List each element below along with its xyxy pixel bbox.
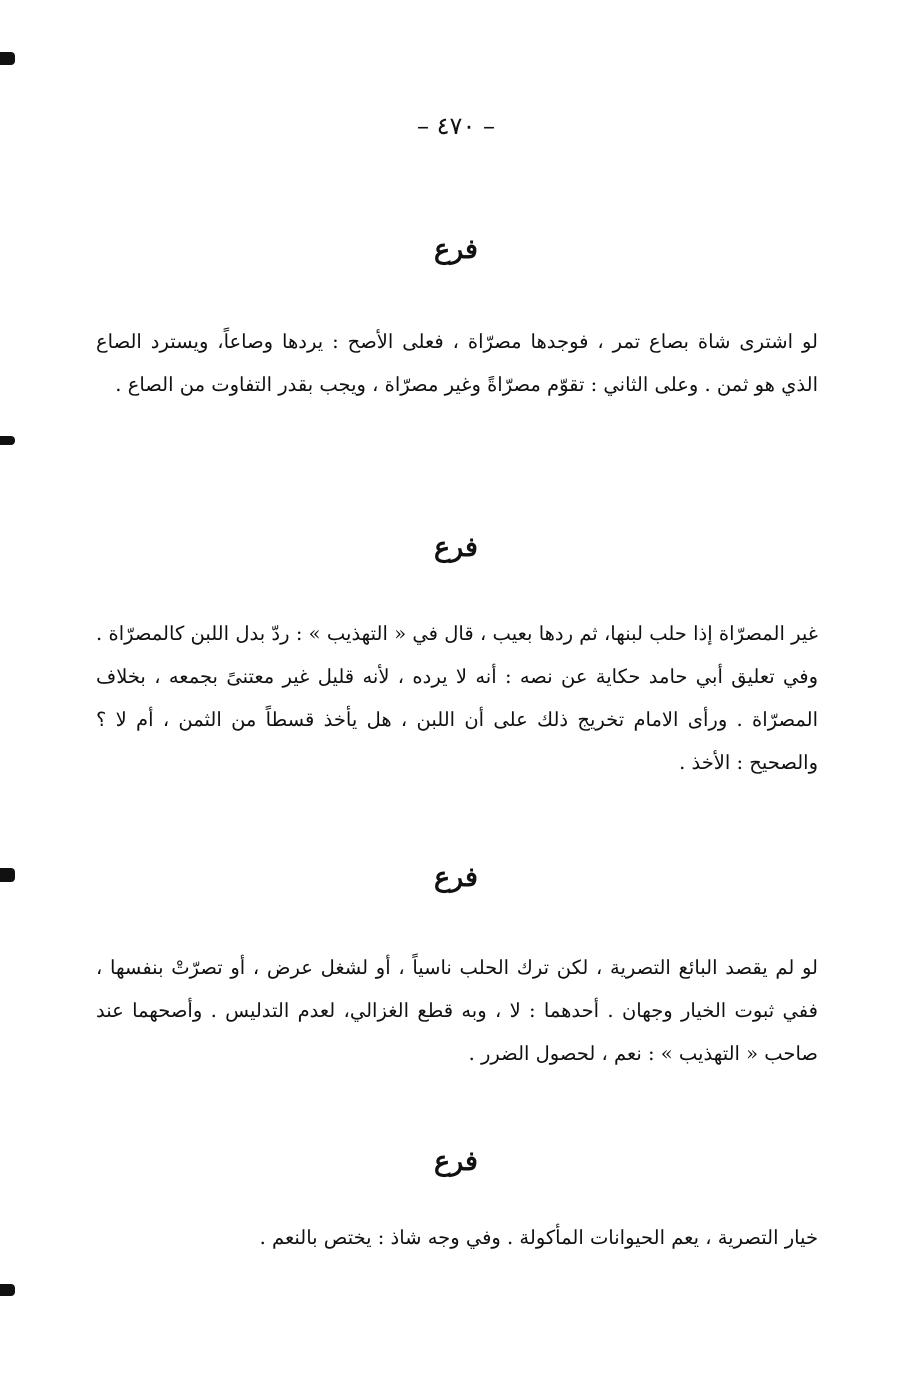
section-paragraph: لو اشترى شاة بصاع تمر ، فوجدها مصرّاة ، فعلى الأصح : يردها وصاعاً، ويسترد الصاع الذي هو ثمن . وعلى الثاني : تقوّم مصرّاةً وغير مصرّاة ، ويجب بقدر التفاوت من الصاع . <box>96 330 818 396</box>
left-edge-mark <box>0 1284 15 1296</box>
page-number: – ٤٧٠ – <box>417 112 495 140</box>
left-edge-mark <box>0 436 15 445</box>
section-paragraph: غير المصرّاة إذا حلب لبنها، ثم ردها بعيب ، قال في « التهذيب » : ردّ بدل اللبن كالمصرّاة . وفي تعليق أبي حامد حكاية عن نصه : أنه لا يرده ، لأنه قليل غير معتنىً بجمعه ، بخلاف المصرّاة . ورأى الامام تخريج ذلك على أن اللبن ، هل يأخذ قسطاً من الثمن ، أم لا ؟ والصحيح : الأخذ . <box>96 622 818 774</box>
section-heading: فرع <box>434 532 478 563</box>
section-heading: فرع <box>434 1146 478 1177</box>
section-heading: فرع <box>434 862 478 893</box>
section-heading: فرع <box>434 234 478 265</box>
section-paragraph: لو لم يقصد البائع التصرية ، لكن ترك الحلب ناسياً ، أو لشغل عرض ، أو تصرّتْ بنفسها ، ففي ثبوت الخيار وجهان . أحدهما : لا ، وبه قطع الغزالي، لعدم التدليس . وأصحهما عند صاحب « التهذيب » : نعم ، لحصول الضرر . <box>96 956 818 1065</box>
left-edge-mark <box>0 52 15 65</box>
section-paragraph: خيار التصرية ، يعم الحيوانات المأكولة . وفي وجه شاذ : يختص بالنعم . <box>259 1226 818 1249</box>
